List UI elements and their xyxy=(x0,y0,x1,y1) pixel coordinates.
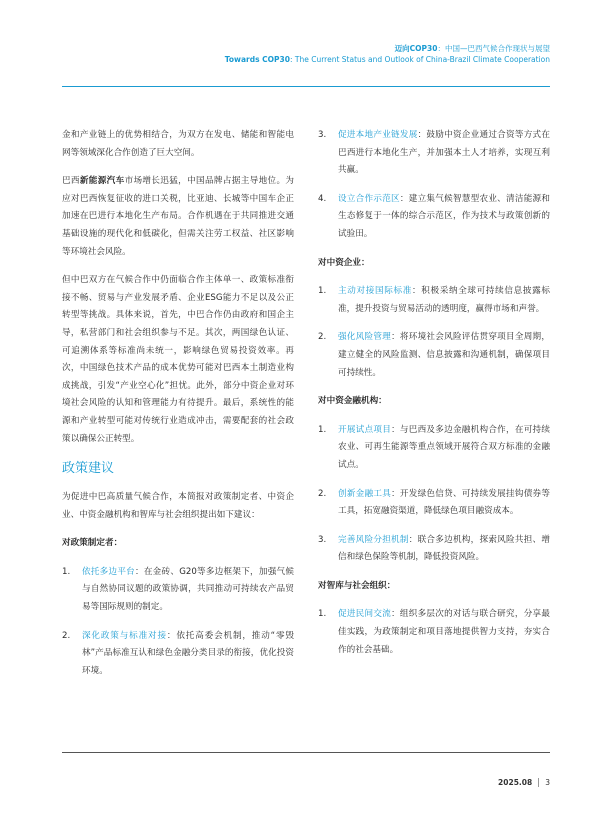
paragraph-challenges: 但中巴双方在气候合作中仍面临合作主体单一、政策标准衔接不畅、贸易与产业发展矛盾、企业ESG能力不足以及公正转型等挑战。具体来说，首先，中巴合作仍由政府和国企主导，私营部门和社会组织参与不足。其次，两国绿色认证、可追溯体系等标准尚未统一，影响绿色贸易投资效率。再次，中国绿色技术产品的成本优势可能对巴西本土制造业构成挑战，引发“产业空心化”担忧。此外，部分中资企业对环境社会风险的认知和管理能力有待提升。最后，系统性的能源和产业转型可能对传统行业造成冲击，需要配套的社会政策以确保公正转型。 xyxy=(62,275,294,444)
item-keyword: 开展试点项目 xyxy=(338,424,392,435)
section-intro: 为促进中巴高质量气候合作，本简报对政策制定者、中资企业、中资金融机构和智库与社会组织提出如下建议： xyxy=(62,492,294,520)
item-text xyxy=(82,564,294,617)
subheading-policymakers: 对政策制定者： xyxy=(62,538,123,549)
item-body: ：积极采纳全球可持续信息披露标准，提升投资与贸易活动的透明度，赢得市场和声誉。 xyxy=(338,286,550,314)
text: 市场增长迅猛，中国品牌占据主导地位。为应对巴西恢复征收的进口关税，比亚迪、长城等中国车企正加速在巴进行本地化生产布局。合作机遇在于共同推进交通基础设施的现代化和低碳化，但需关注劳工权益、社区影响等环境社会风险。 xyxy=(62,176,294,257)
page-number: 3 xyxy=(545,778,550,787)
item-text xyxy=(338,127,550,180)
footer-date: 2025.08 xyxy=(498,778,533,787)
item-number: 4. xyxy=(318,193,327,204)
item-number: 1. xyxy=(318,424,327,435)
item-keyword: 深化政策与标准对接 xyxy=(82,630,167,641)
item-number: 1. xyxy=(318,609,327,620)
item-keyword: 完善风险分担机制 xyxy=(338,534,409,545)
item-body: ：与巴西及多边金融机构合作，在可持续农业、可再生能源等重点领域开展符合双方标准的金融试点。 xyxy=(338,424,550,470)
footer-divider xyxy=(62,752,550,753)
item-keyword: 强化风险管理 xyxy=(338,332,392,343)
item-body: ：联合多边机构，探索风险共担、增信和绿色保险等机制，降低投资风险。 xyxy=(338,534,550,563)
item-text xyxy=(338,606,550,659)
left-column xyxy=(62,127,294,691)
subheading-enterprises: 对中资企业： xyxy=(318,257,370,268)
footer xyxy=(498,778,550,787)
item-keyword: 促进民间交流 xyxy=(338,609,392,620)
item-text xyxy=(338,329,550,382)
header-english-title xyxy=(225,54,550,65)
list-item xyxy=(318,422,550,475)
financial-list xyxy=(318,422,550,567)
item-number: 2. xyxy=(318,488,327,499)
list-item xyxy=(318,283,550,318)
item-text xyxy=(338,422,550,475)
footer-separator xyxy=(538,778,539,787)
item-number: 2. xyxy=(62,630,71,641)
list-item xyxy=(318,329,550,382)
right-column xyxy=(318,127,550,670)
list-item xyxy=(318,532,550,567)
item-number: 1. xyxy=(318,286,327,297)
list-item xyxy=(318,486,550,521)
item-body: ：鼓励中资企业通过合资等方式在巴西进行本地化生产，并加强本土人才培养，实现互利共赢。 xyxy=(338,130,550,176)
item-number: 3. xyxy=(318,534,327,545)
item-body: ：将环境社会风险评估贯穿项目全周期，建立健全的风险监测、信息披露和沟通机制，确保项目可持续性。 xyxy=(338,332,550,378)
list-item xyxy=(318,127,550,180)
emphasis-ev: 新能源汽车 xyxy=(79,176,125,187)
item-text xyxy=(338,283,550,318)
header-subtitle-en: : The Current Status and Outlook of China-Brazil Climate Cooperation xyxy=(289,55,550,64)
paragraph: 金和产业链上的优势相结合，为双方在发电、储能和智能电网等领域深化合作创造了巨大空间。 xyxy=(62,130,294,158)
item-keyword: 设立合作示范区 xyxy=(338,193,400,204)
list-item xyxy=(62,564,294,617)
item-number: 1. xyxy=(62,566,71,577)
item-body: ：在金砖、G20等多边框架下，加强气候与自然协同议题的政策协调，共同推动可持续农产品贸易等国际规则的制定。 xyxy=(82,566,294,613)
header-cop30-zh: 迈向COP30 xyxy=(394,44,438,53)
item-keyword: 促进本地产业链发展 xyxy=(338,130,418,140)
item-number: 2. xyxy=(318,332,327,343)
list-item xyxy=(62,628,294,681)
item-body: ：建立集气候智慧型农业、清洁能源和生态修复于一体的综合示范区，作为技术与政策创新的试验田。 xyxy=(338,193,550,239)
item-keyword: 主动对接国际标准 xyxy=(338,286,412,297)
enterprises-list xyxy=(318,283,550,382)
header-chinese-title xyxy=(225,43,550,54)
item-text xyxy=(338,191,550,244)
list-item xyxy=(318,606,550,659)
header-subtitle-zh: ：中国—巴西气候合作现状与展望 xyxy=(437,44,550,53)
item-body: ：开发绿色信贷、可持续发展挂钩债券等工具，拓宽融资渠道，降低绿色项目融资成本。 xyxy=(338,488,550,517)
thinktanks-list xyxy=(318,606,550,659)
item-keyword: 创新金融工具 xyxy=(338,488,392,499)
section-title: 政策建议 xyxy=(62,461,115,477)
header-divider xyxy=(62,86,550,87)
policymakers-list-cont xyxy=(318,127,550,244)
text: 巴西 xyxy=(62,176,80,187)
item-keyword: 依托多边平台 xyxy=(82,566,136,577)
paragraph-ev xyxy=(62,173,294,261)
subheading-thinktanks: 对智库与社会组织： xyxy=(318,580,396,591)
item-text xyxy=(82,628,294,681)
item-text xyxy=(338,532,550,567)
item-number: 3. xyxy=(318,130,327,140)
item-text xyxy=(338,486,550,521)
item-body: ：组织多层次的对话与联合研究，分享最佳实践，为政策制定和项目落地提供智力支持，夯实合作的社会基础。 xyxy=(338,609,550,655)
policymakers-list xyxy=(62,564,294,681)
header-cop30-en: Towards COP30 xyxy=(224,55,290,64)
running-header xyxy=(225,43,550,65)
item-body: ：依托高委会机制，推动“零毁林”产品标准互认和绿色金融分类目录的衔接，优化投资环境。 xyxy=(82,630,294,676)
subheading-financial: 对中资金融机构： xyxy=(318,396,387,407)
list-item xyxy=(318,191,550,244)
